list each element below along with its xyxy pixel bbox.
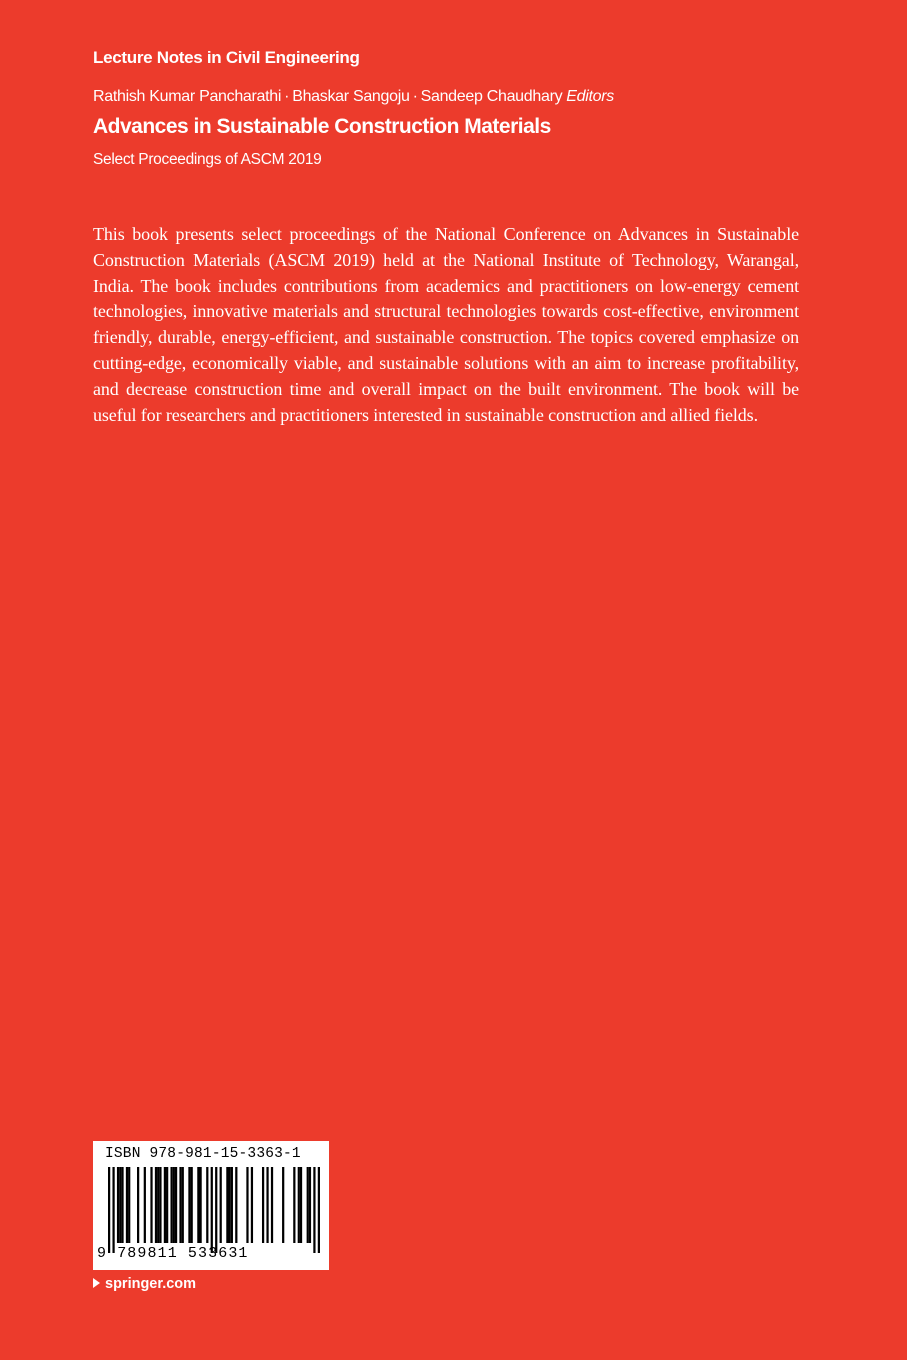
barcode-guard-bar (108, 1167, 110, 1253)
barcode-bar (173, 1167, 175, 1243)
barcode-bar (199, 1167, 201, 1243)
barcode-bar (128, 1167, 130, 1243)
barcode-bar (293, 1167, 295, 1243)
isbn-barcode (93, 1141, 329, 1270)
barcode-bar (117, 1167, 119, 1243)
barcode-bar (175, 1167, 177, 1243)
barcode-bar (309, 1167, 311, 1243)
publisher-link[interactable] (93, 1276, 196, 1292)
barcode-bar (121, 1167, 123, 1243)
barcode-guard-bar (318, 1167, 320, 1253)
ean-digits: 9 789811 533631 (97, 1245, 249, 1262)
editors-line (93, 88, 614, 106)
barcode-bar (246, 1167, 248, 1243)
editor-separator: · (284, 88, 290, 105)
barcode-bar (179, 1167, 181, 1243)
barcode-bar (262, 1167, 264, 1243)
barcode-bar (157, 1167, 159, 1243)
barcode-bar (220, 1167, 222, 1243)
barcode-bar (191, 1167, 193, 1243)
barcode-guard-bar (215, 1167, 217, 1253)
barcode-bars (108, 1167, 320, 1253)
arrow-right-icon (93, 1278, 100, 1288)
barcode-bar (150, 1167, 152, 1243)
barcode-bar (282, 1167, 284, 1243)
editors-role-label: Editors (566, 88, 614, 105)
barcode-bar (164, 1167, 166, 1243)
barcode-bar (188, 1167, 190, 1243)
barcode-guard-bar (313, 1167, 315, 1253)
barcode-bar (119, 1167, 121, 1243)
barcode-bar (298, 1167, 300, 1243)
barcode-bar (126, 1167, 128, 1243)
barcode-bar (137, 1167, 139, 1243)
barcode-bar (229, 1167, 231, 1243)
barcode-bar (271, 1167, 273, 1243)
barcode-bar (251, 1167, 253, 1243)
barcode-bar (231, 1167, 233, 1243)
editor-name: Bhaskar Sangoju (292, 88, 410, 105)
barcode-bar (166, 1167, 168, 1243)
barcode-guard-bar (112, 1167, 114, 1253)
barcode-bar (307, 1167, 309, 1243)
editor-name: Rathish Kumar Pancharathi (93, 88, 282, 105)
editor-separator: · (412, 88, 418, 105)
barcode-bar (235, 1167, 237, 1243)
barcode-bar (170, 1167, 172, 1243)
book-title: Advances in Sustainable Construction Materials (93, 115, 551, 138)
isbn-label: ISBN 978-981-15-3363-1 (105, 1146, 301, 1162)
editor-name: Sandeep Chaudhary (420, 88, 563, 105)
barcode-bar (159, 1167, 161, 1243)
barcode-bar (206, 1167, 208, 1243)
barcode-bar (197, 1167, 199, 1243)
barcode-bar (300, 1167, 302, 1243)
barcode-bar (144, 1167, 146, 1243)
book-description: This book presents select proceedings of the National Conference on Advances in Sustainable Construction Materials (ASCM 2019) held at the National Institute of Technology, Warangal, India. The book includes contributions from academics and practitioners on low-energy cement technologies, innovative materials and structural technologies towards cost-effective, environment friendly, durable, energy-efficient, and sustainable construction. The topics covered emphasize on cutting-edge, economically viable, and sustainable solutions with an aim to increase profitability, and decrease construction time and overall impact on the built environment. The book will be useful for researchers and practitioners interested in sustainable construction and allied fields. (93, 224, 799, 425)
book-subtitle: Select Proceedings of ASCM 2019 (93, 151, 322, 168)
barcode-bar (266, 1167, 268, 1243)
barcode-bar (182, 1167, 184, 1243)
barcode-guard-bar (211, 1167, 213, 1253)
series-name: Lecture Notes in Civil Engineering (93, 48, 360, 67)
barcode-bar (226, 1167, 228, 1243)
barcode-bar (155, 1167, 157, 1243)
publisher-url: springer.com (105, 1276, 197, 1292)
